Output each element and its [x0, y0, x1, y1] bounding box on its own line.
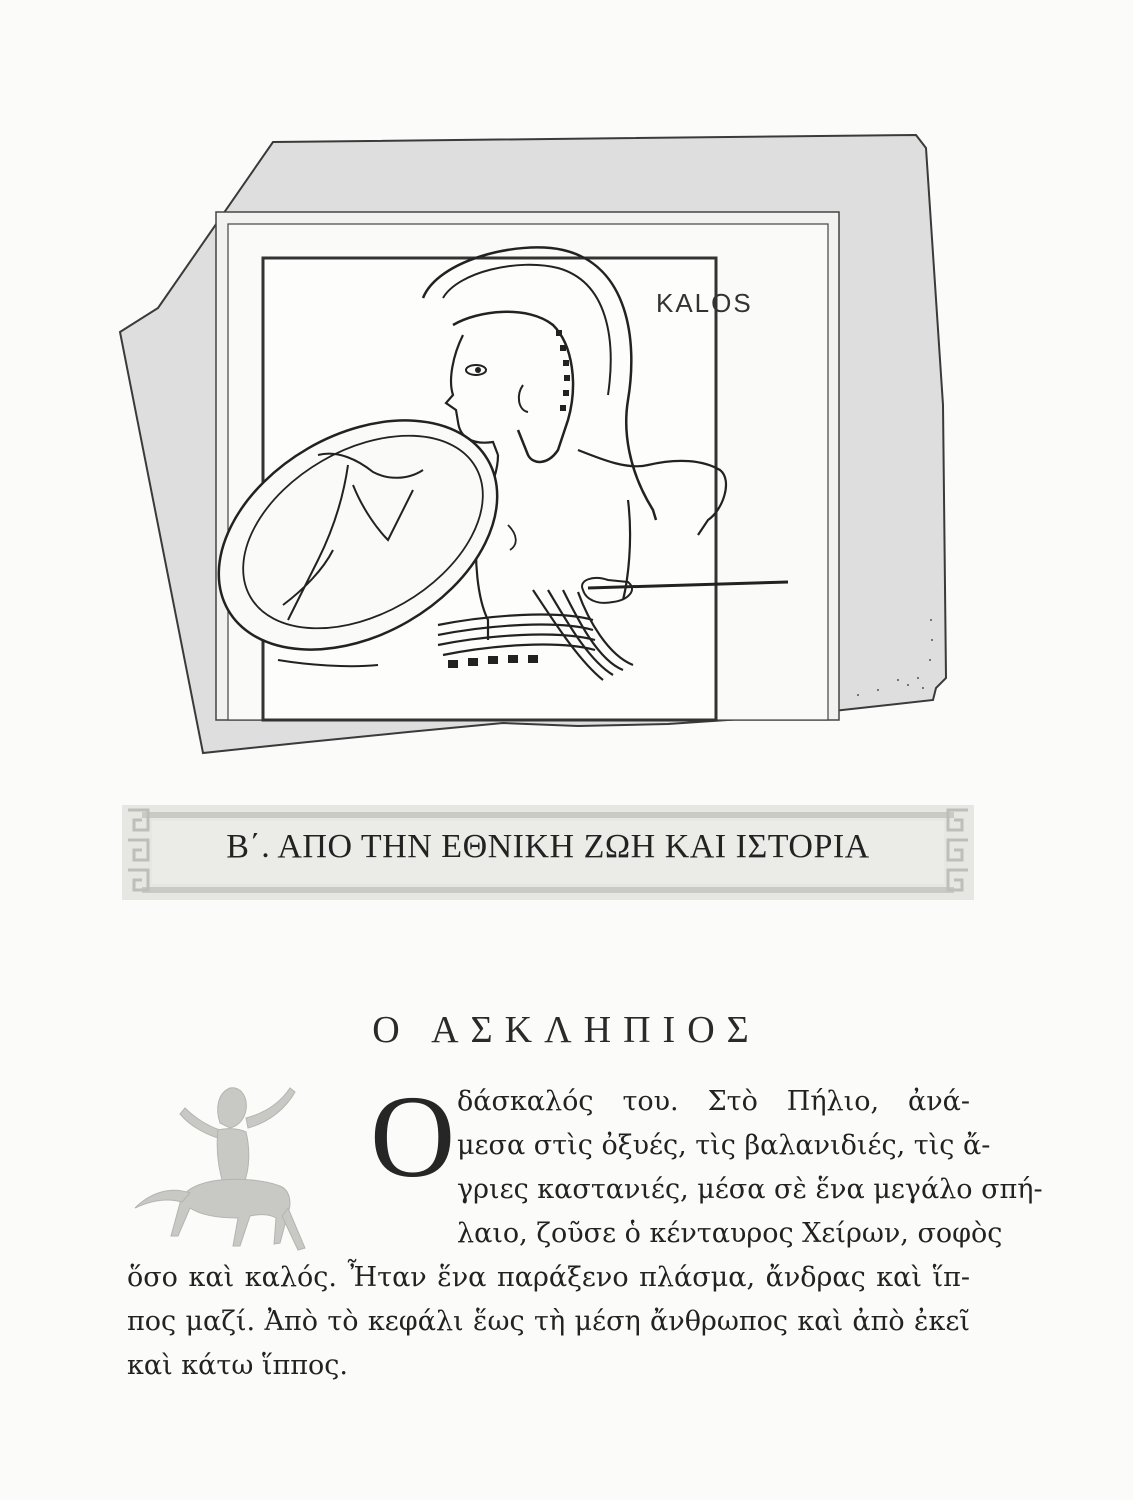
- section-title: Β΄. ΑΠΟ ΤΗΝ ΕΘΝΙΚΗ ΖΩΗ ΚΑΙ ΙΣΤΟΡΙΑ: [226, 828, 870, 865]
- paragraph-line: ὅσο καὶ καλός. Ἦταν ἕνα παράξενο πλάσμα, ἄνδρας καὶ ἵπ-: [127, 1262, 970, 1293]
- section-header-band: [122, 805, 974, 900]
- inscription-kalos: KALOS: [656, 288, 753, 318]
- vase-fragment-illustration: [108, 120, 958, 760]
- paragraph-line: γριες καστανιές, μέσα σὲ ἕνα μεγάλο σπή-: [457, 1174, 1043, 1205]
- chapter-title: Ο ΑΣΚΛΗΠΙΟΣ: [372, 1009, 761, 1051]
- paragraph-line: μεσα στὶς ὀξυές, τὶς βαλανιδιές, τὶς ἄ-: [457, 1130, 991, 1161]
- drop-cap: Ο: [370, 1071, 456, 1202]
- paragraph-line: πος μαζί. Ἀπὸ τὸ κεφάλι ἕως τὴ μέση ἄνθρωπος καὶ ἀπὸ ἐκεῖ: [127, 1306, 970, 1337]
- centaur-illustration: [130, 1068, 345, 1258]
- paragraph-line: δάσκαλός του. Στὸ Πήλιο, ἀνά-: [457, 1086, 970, 1117]
- paragraph-line: λαιο, ζοῦσε ὁ κένταυρος Χείρων, σοφὸς: [457, 1218, 1003, 1249]
- paragraph-line: καὶ κάτω ἵππος.: [127, 1350, 348, 1381]
- meander-border-bottom: [142, 882, 954, 898]
